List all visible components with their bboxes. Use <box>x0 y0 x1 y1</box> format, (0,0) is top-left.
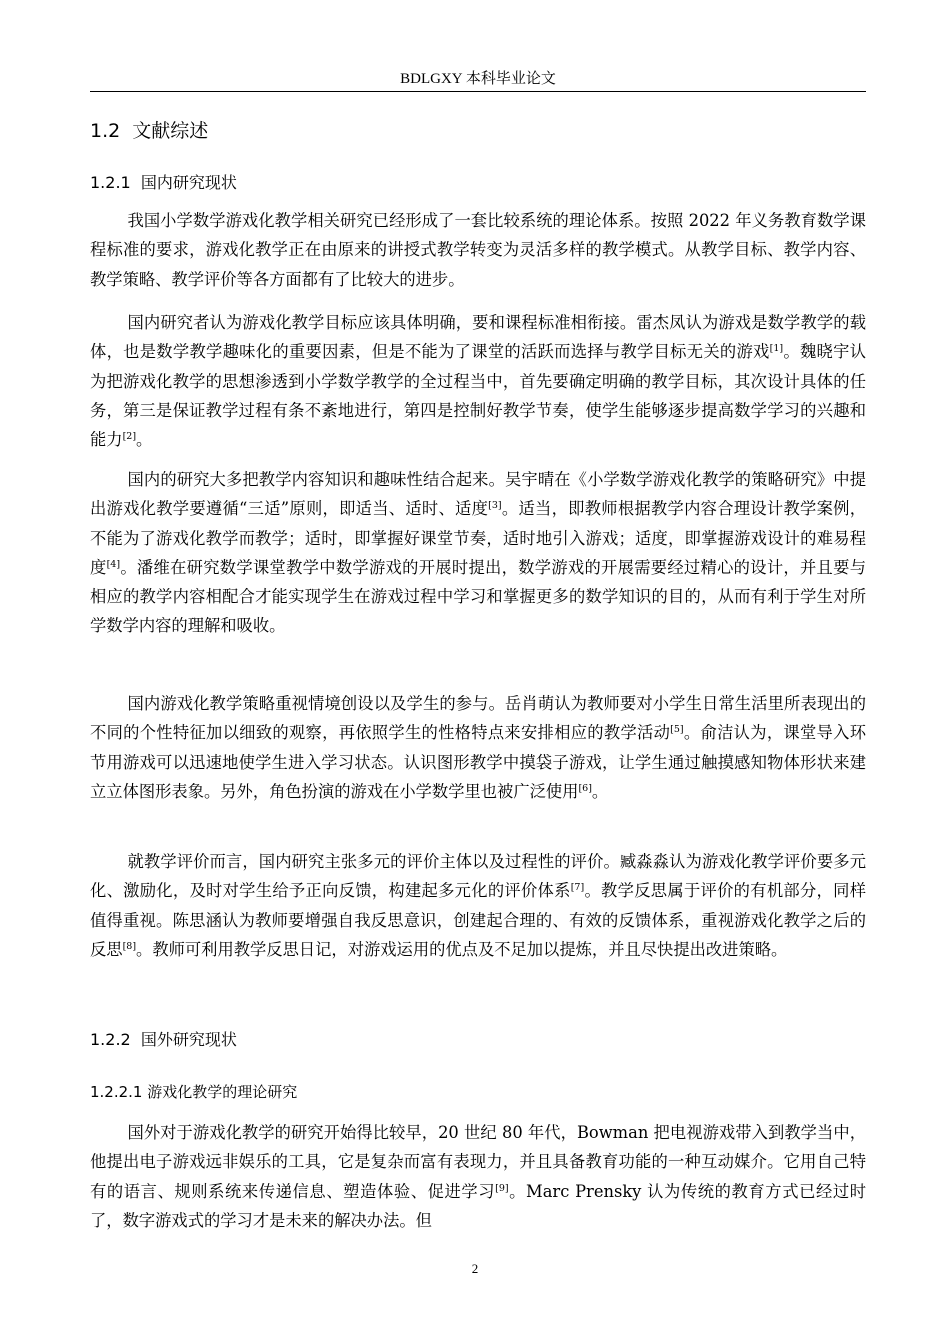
text-run: 。Marc Prensky 认为传统的教育方式已经过时了，数字游戏式的学习才是未来的解决办法。但 <box>90 1181 866 1230</box>
text-run: 国内研究者认为游戏化教学目标应该具体明确，要和课程标准相衔接。雷杰凤认为游戏是数学教学的载体，也是数学教学趣味化的重要因素，但是不能为了课堂的活跃而选择与教学目标无关的游戏 <box>90 313 866 362</box>
citation-4: [4] <box>106 558 121 570</box>
header-rule <box>90 91 866 92</box>
text-run: 就教学评价而言，国内研究主张多元的评价主体以及过程性的评价。臧淼淼认为游戏化教学评价要多元化、激励化，及时对学生给予正向反馈，构建起多元化的评价体系 <box>90 852 866 901</box>
citation-6: [6] <box>578 782 592 794</box>
section-heading-1-2: 1.2 文献综述 <box>90 120 209 142</box>
citation-7: [7] <box>570 882 585 894</box>
section-heading-1-2-2: 1.2.2 国外研究现状 <box>90 1030 237 1049</box>
running-header: BDLGXY 本科毕业论文 <box>400 71 556 87</box>
citation-8: [8] <box>122 940 137 952</box>
text-run: 。 <box>591 781 609 801</box>
paragraph-teaching-content <box>90 465 866 641</box>
text-run: 国内游戏化教学策略重视情境创设以及学生的参与。岳肖萌认为教师要对小学生日常生活里所表现出的不同的个性特征加以细致的观察，再依照学生的性格特点来安排相应的教学活动 <box>90 694 866 743</box>
paragraph-teaching-strategy <box>90 689 866 806</box>
text-run: 。 <box>136 430 153 450</box>
citation-3: [3] <box>488 500 502 512</box>
text-run: 国内的研究大多把教学内容知识和趣味性结合起来。吴宇晴在《小学数学游戏化教学的策略研究》中提出游戏化教学要遵循“三适”原则，即适当、适时、适度 <box>90 470 866 519</box>
section-heading-1-2-2-1: 1.2.2.1 游戏化教学的理论研究 <box>90 1083 298 1101</box>
text-run: 。教师可利用教学反思日记，对游戏运用的优点及不足加以提炼，并且尽快提出改进策略。 <box>136 939 788 959</box>
text-run: 。俞洁认为，课堂导入环节用游戏可以迅速地使学生进入学习状态。认识图形教学中摸袋子游戏，让学生通过触摸感知物体形状来建立立体图形表象。另外，角色扮演的游戏在小学数学里也被广泛使用 <box>90 723 866 801</box>
paragraph-teaching-evaluation <box>90 847 866 964</box>
text-run: 。魏晓宇认为把游戏化教学的思想渗透到小学数学教学的全过程当中，首先要确定明确的教学目标，其次设计具体的任务，第三是保证教学过程有条不紊地进行，第四是控制好教学节奏，使学生能够逐步提高数学学习的兴趣和能力 <box>90 342 866 450</box>
text-run: 。潘维在研究数学课堂教学中数学游戏的开展时提出，数学游戏的开展需要经过精心的设计，并且要与相应的教学内容相配合才能实现学生在游戏过程中学习和掌握更多的数学知识的目的，从而有利于学生对所学数学内容的理解和吸收。 <box>90 557 866 636</box>
paragraph-intro: 我国小学数学游戏化教学相关研究已经形成了一套比较系统的理论体系。按照 2022 年义务教育数学课程标准的要求，游戏化教学正在由原来的讲授式教学转变为灵活多样的教学模式。从教学目标、教学内容、教学策略、教学评价等各方面都有了比较大的进步。 <box>90 211 866 289</box>
citation-2: [2] <box>122 431 137 443</box>
text-run: 国外对于游戏化教学的研究开始得比较早，20 世纪 80 年代，Bowman 把电视游戏带入到教学当中，他提出电子游戏远非娱乐的工具，它是复杂而富有表现力，并且具备教育功能的一种互动媒介。它用自己特有的语言、规则系统来传递信息、塑造体验、促进学习 <box>90 1123 866 1201</box>
paragraph-foreign-research <box>90 1118 866 1235</box>
paragraph-teaching-goals <box>90 308 866 454</box>
citation-9: [9] <box>495 1182 509 1194</box>
citation-5: [5] <box>670 724 684 736</box>
citation-1: [1] <box>769 343 784 355</box>
text-run: 。适当，即教师根据教学内容合理设计教学案例，不能为了游戏化教学而教学；适时，即掌握好课堂节奏，适时地引入游戏；适度，即掌握游戏设计的难易程度 <box>90 499 866 577</box>
section-heading-1-2-1: 1.2.1 国内研究现状 <box>90 173 237 192</box>
page-number: 2 <box>471 1261 479 1276</box>
text-run: 。教学反思属于评价的有机部分，同样值得重视。陈思涵认为教师要增强自我反思意识，创建起合理的、有效的反馈体系，重视游戏化教学之后的反思 <box>90 881 866 959</box>
